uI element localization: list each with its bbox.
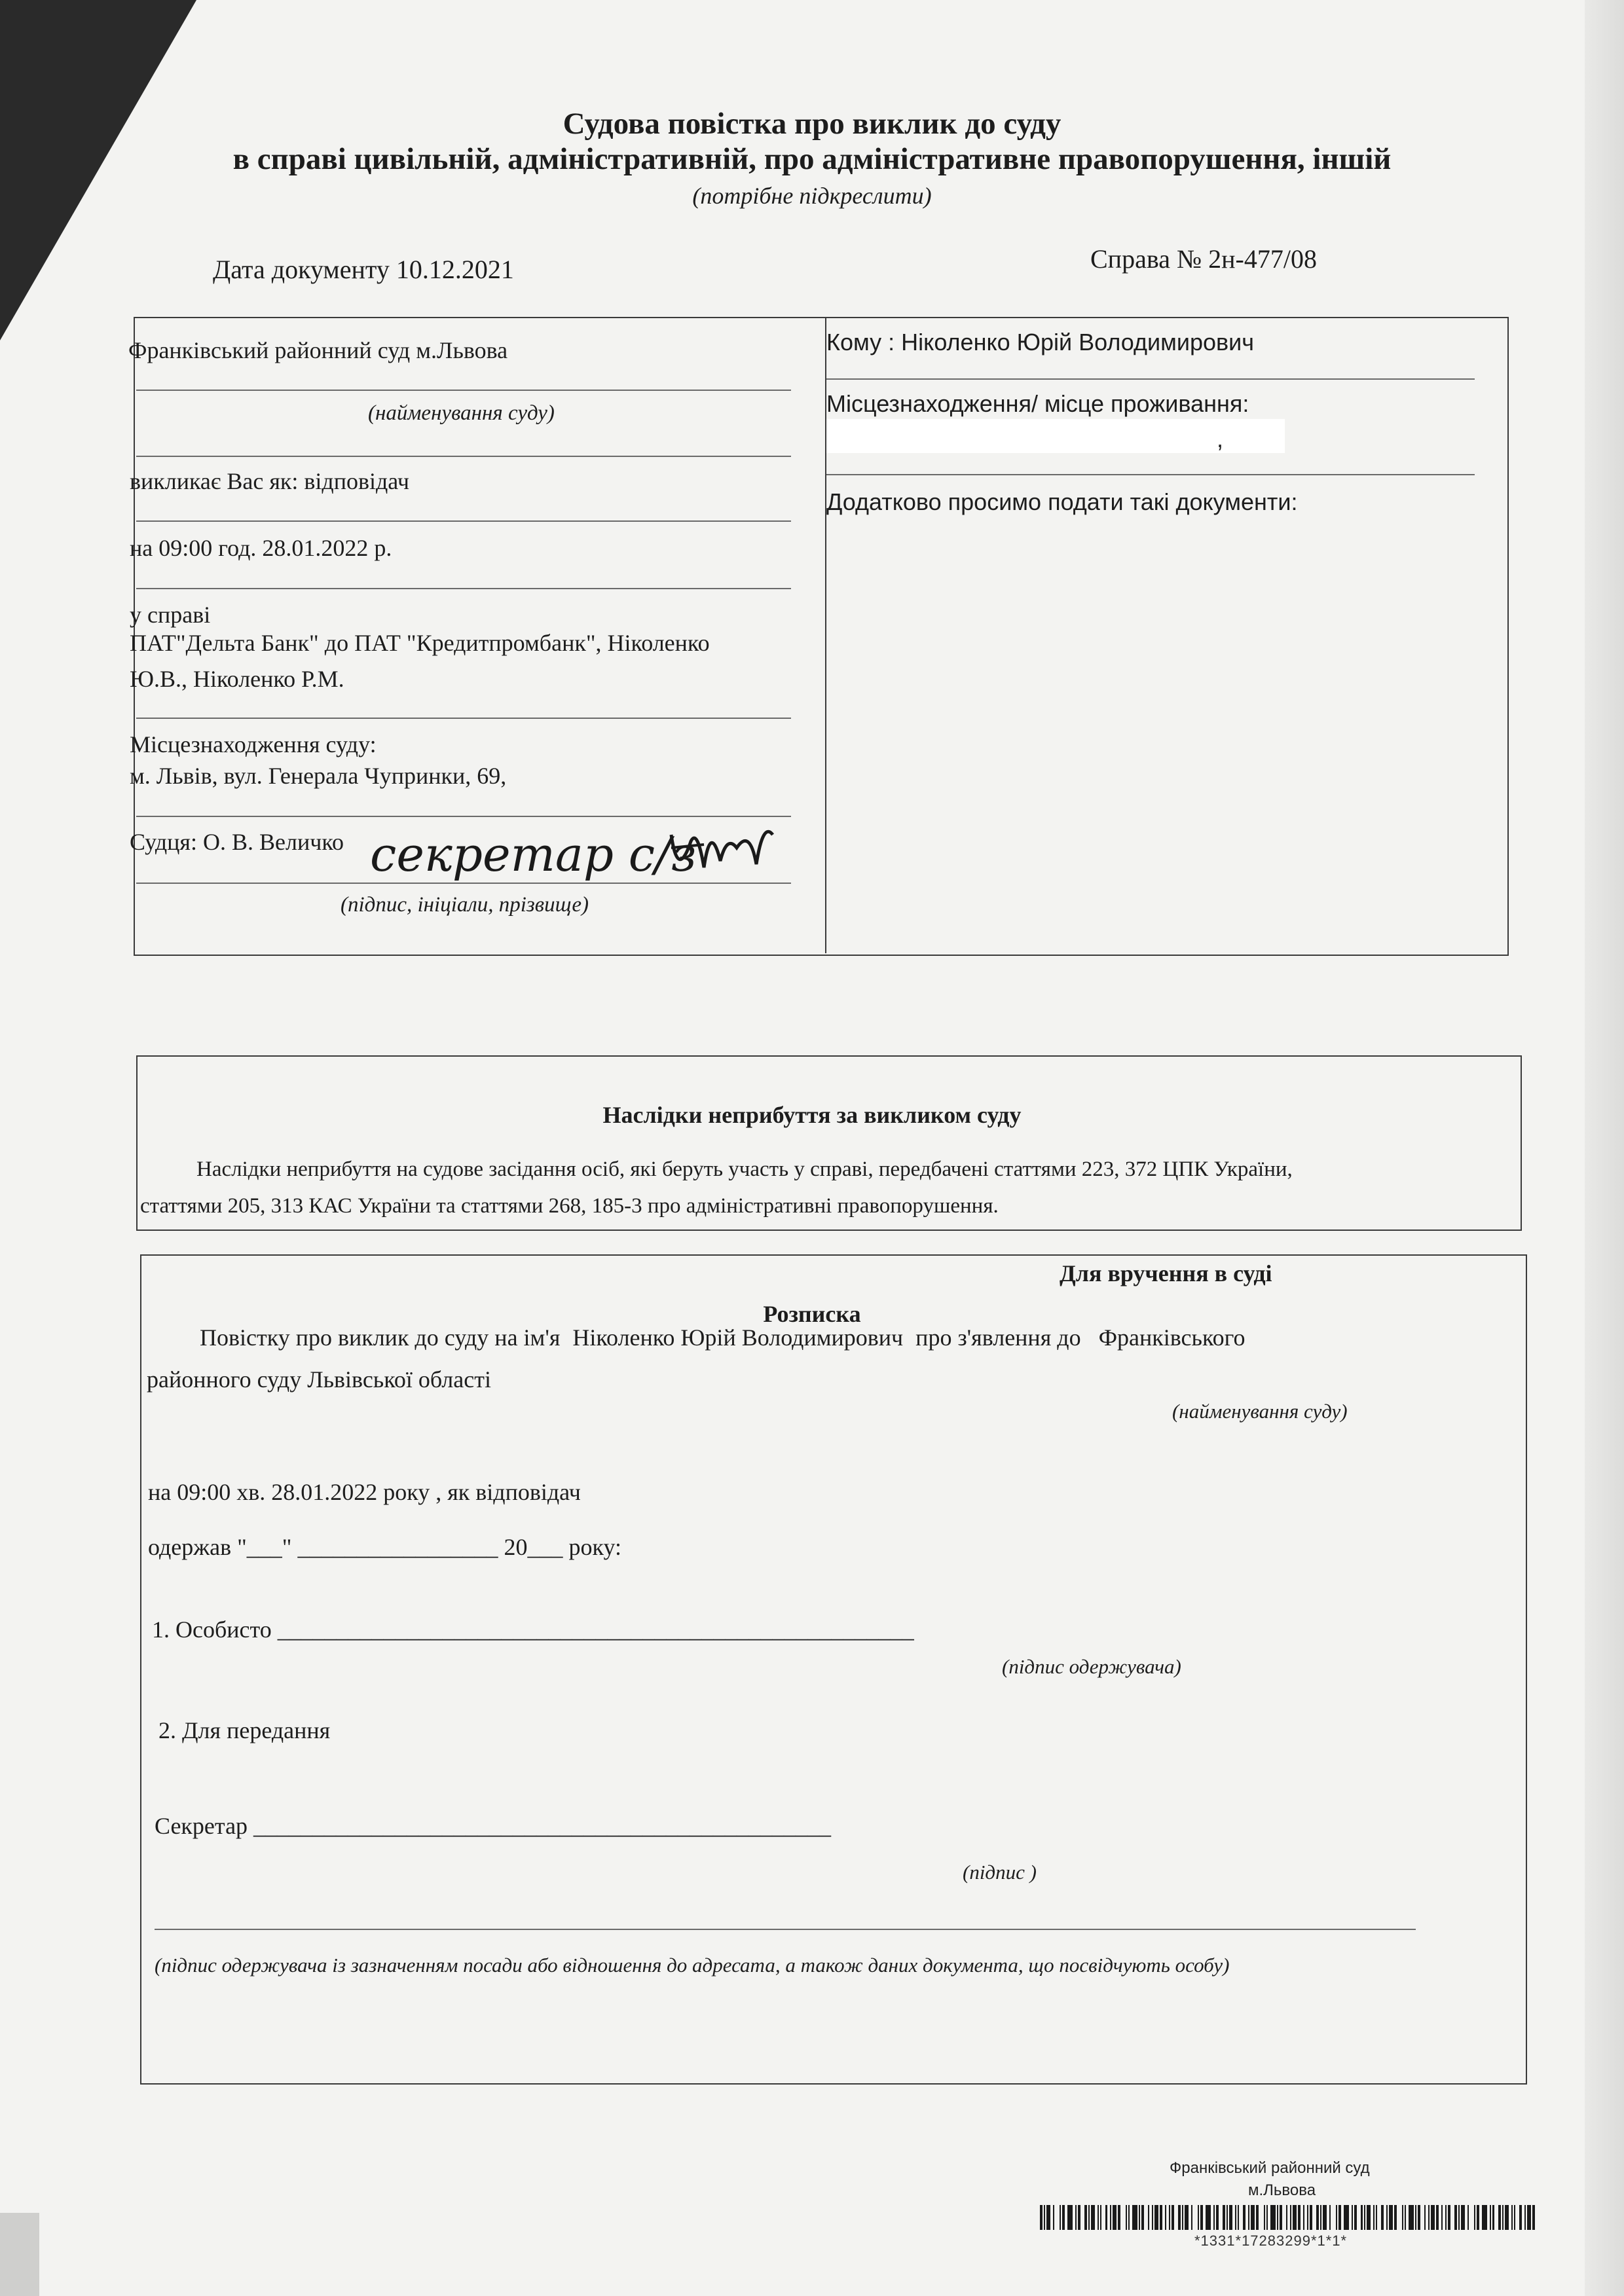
court-address: м. Львів, вул. Генерала Чупринки, 69, (130, 763, 507, 789)
barcode-bar (1238, 2205, 1239, 2230)
case-number (1090, 244, 1317, 274)
footer-court-line1: Франківський районний суд (1170, 2159, 1370, 2177)
barcode-bar (1200, 2205, 1203, 2230)
rule (155, 1929, 1416, 1930)
receipt-title: Розписка (763, 1301, 861, 1327)
barcode-bar (1286, 2205, 1287, 2230)
barcode-bar (1044, 2205, 1045, 2230)
barcode-bar (1402, 2205, 1403, 2230)
receipt-received-line: одержав "___" _________________ 20___ року: (148, 1534, 622, 1560)
barcode-bar (1436, 2205, 1439, 2230)
barcode-bar (1154, 2205, 1158, 2230)
barcode-bar (1062, 2205, 1065, 2230)
barcode-bar (1264, 2205, 1265, 2230)
barcode-bar (1229, 2205, 1233, 2230)
in-case-label: у справі (130, 602, 211, 628)
barcode-bar (1113, 2205, 1116, 2230)
doc-date-value: 10.12.2021 (396, 255, 514, 284)
court-name: Франківський районний суд м.Львова (128, 337, 508, 363)
receipt-secretary-hint: (підпис ) (963, 1861, 1037, 1884)
receipt-time-line: на 09:00 хв. 28.01.2022 року , як відповідач (148, 1479, 581, 1505)
barcode-bar (1126, 2205, 1127, 2230)
receipt-line1-court: Франківського (1098, 1324, 1246, 1351)
rule (826, 378, 1475, 380)
barcode-bar (1248, 2205, 1249, 2230)
barcode-bar (1502, 2205, 1504, 2230)
barcode-bar (1336, 2205, 1337, 2230)
barcode-bar (1524, 2205, 1526, 2230)
barcode-bar (1307, 2205, 1308, 2230)
document-title: Судова повістка про виклик до суду (563, 107, 1061, 141)
barcode-bar (1293, 2205, 1297, 2230)
barcode-bar (1389, 2205, 1393, 2230)
scan-shadow-bottom (0, 2213, 39, 2296)
barcode-bar (1352, 2205, 1353, 2230)
redacted-address (826, 419, 1285, 453)
for-court-label: Для вручення в суді (1060, 1260, 1272, 1286)
barcode-bar (1445, 2205, 1447, 2230)
paper-edge (1585, 0, 1624, 2296)
consequences-text-line2: статтями 205, 313 КАС України та статтями 268, 185-3 про адміністративні правопорушення. (140, 1194, 999, 1218)
barcode-bar (1477, 2205, 1479, 2230)
barcode-bar (1088, 2205, 1090, 2230)
case-description-line2: Ю.В., Ніколенко Р.М. (130, 666, 344, 692)
barcode-bar (1511, 2205, 1513, 2230)
hearing-time-suffix: р. (374, 535, 392, 561)
barcode-bar (1505, 2205, 1509, 2230)
barcode-bar (1132, 2205, 1137, 2230)
barcode-bar (1280, 2205, 1282, 2230)
receipt-recipient-hint: (підпис одержувача із зазначенням посади або відношення до адресата, а також даних документа, що посвідчують особу) (155, 1954, 1230, 1977)
rule (136, 718, 791, 719)
receipt-transfer-label: 2. Для передання (158, 1717, 331, 1743)
barcode-bar (1461, 2205, 1465, 2230)
barcode-bar (1381, 2205, 1384, 2230)
barcode-bar (1441, 2205, 1443, 2230)
barcode-bar (1091, 2205, 1095, 2230)
summons-as-value: відповідач (304, 468, 409, 494)
residence-label: Місцезнаходження/ місце проживання: (826, 390, 1249, 417)
court-name-hint: (найменування суду) (368, 401, 555, 425)
barcode-bar (1213, 2205, 1215, 2230)
barcode-bar (1256, 2205, 1259, 2230)
barcode-bar (1178, 2205, 1181, 2230)
barcode-bar (1169, 2205, 1170, 2230)
barcode-bar (1498, 2205, 1501, 2230)
barcode-bar (1139, 2205, 1140, 2230)
barcode-bar (1075, 2205, 1077, 2230)
case-description-line1: ПАТ"Дельта Банк" до ПАТ "Кредитпромбанк", Ніколенко (130, 630, 710, 656)
barcode-bar (1532, 2205, 1535, 2230)
case-number-label: Справа № (1090, 244, 1202, 274)
barcode-bar (1405, 2205, 1406, 2230)
recipient-name: Ніколенко Юрій Володимирович (901, 329, 1255, 355)
barcode-bar (1185, 2205, 1189, 2230)
barcode-bar (1290, 2205, 1291, 2230)
receipt-personal-line: 1. Особисто ______________________________________________________ (152, 1616, 914, 1643)
barcode-bar (1514, 2205, 1515, 2230)
doc-date (213, 254, 514, 285)
barcode-bar (1344, 2205, 1349, 2230)
barcode-bar (1160, 2205, 1162, 2230)
doc-date-label: Дата документу (213, 255, 390, 284)
barcode-bar (1270, 2205, 1276, 2230)
barcode-bar (1490, 2205, 1491, 2230)
barcode-bar (1266, 2205, 1268, 2230)
barcode-bar (1338, 2205, 1341, 2230)
barcode-bar (1110, 2205, 1111, 2230)
barcode-bar (1182, 2205, 1183, 2230)
barcode-bar (1235, 2205, 1236, 2230)
barcode-bar (1251, 2205, 1255, 2230)
barcode-bar (1448, 2205, 1450, 2230)
barcode-bar (1361, 2205, 1363, 2230)
title-hint: (потрібне підкреслити) (692, 183, 932, 209)
rule (136, 588, 791, 589)
barcode-bar (1431, 2205, 1435, 2230)
barcode-bar (1165, 2205, 1166, 2230)
barcode-bar (1105, 2205, 1108, 2230)
barcode-bar (1067, 2205, 1073, 2230)
signature-hint: (підпис, ініціали, прізвище) (341, 893, 589, 917)
barcode-bar (1191, 2205, 1192, 2230)
judge-line: Судця: О. В. Величко (130, 829, 344, 855)
hearing-time (130, 534, 392, 562)
rule (136, 883, 791, 884)
extra-docs-label: Додатково просимо подати такі документи: (826, 488, 1298, 515)
court-location-label: Місцезнаходження суду: (130, 731, 377, 757)
barcode-bar (1141, 2205, 1144, 2230)
barcode-bar (1354, 2205, 1357, 2230)
barcode-bar (1118, 2205, 1120, 2230)
barcode-bar (1198, 2205, 1199, 2230)
barcode-bar (1084, 2205, 1087, 2230)
barcode-bar (1040, 2205, 1043, 2230)
barcode-bar (1152, 2205, 1153, 2230)
receipt-line1 (200, 1324, 1245, 1351)
barcode-bar (1223, 2205, 1225, 2230)
handwritten-signature-icon (363, 809, 783, 900)
signature-text: секретар с/з (370, 827, 697, 882)
receipt-line1-mid: про з'явлення до (915, 1324, 1081, 1351)
barcode-bar (1409, 2205, 1414, 2230)
hearing-time-value: на 09:00 год. 28.01.2022 (130, 535, 369, 561)
barcode-bar (1303, 2205, 1304, 2230)
document-subtitle: в справі цивільній, адміністративній, про адміністративне правопорушення, іншій (232, 142, 1392, 176)
barcode-bar (1454, 2205, 1457, 2230)
summons-as-label: викликає Вас як: (130, 468, 299, 494)
barcode-bar (1492, 2205, 1495, 2230)
barcode-bar (1376, 2205, 1377, 2230)
barcode-bar (1386, 2205, 1388, 2230)
barcode-bar (1467, 2205, 1469, 2230)
barcode-bar (1428, 2205, 1430, 2230)
rule (136, 456, 791, 457)
barcode-bar (1277, 2205, 1278, 2230)
barcode-bar (1227, 2205, 1228, 2230)
barcode-bar (1415, 2205, 1416, 2230)
receipt-line1-name: Ніколенко Юрій Володимирович (572, 1324, 904, 1351)
barcode-bar (1424, 2205, 1426, 2230)
barcode-bar (1323, 2205, 1327, 2230)
barcode-bar (1418, 2205, 1420, 2230)
recipient (826, 329, 1254, 356)
consequences-title: Наслідки неприбуття за викликом суду (602, 1102, 1022, 1128)
barcode-bar (1206, 2205, 1211, 2230)
barcode-bar (1053, 2205, 1054, 2230)
barcode-bar (1373, 2205, 1375, 2230)
consequences-text-line1: Наслідки неприбуття на судове засідання осіб, які беруть участь у справі, передбачені статтями 223, 372 ЦПК України, (196, 1157, 1293, 1181)
recipient-label: Кому : (826, 329, 895, 355)
barcode-bar (1320, 2205, 1321, 2230)
receipt-secretary-line: Секретар _________________________________________________ (155, 1813, 832, 1839)
barcode-bar (1474, 2205, 1475, 2230)
barcode-bar (1316, 2205, 1319, 2230)
rule (826, 474, 1475, 475)
barcode-bar (1078, 2205, 1080, 2230)
barcode-bar (1060, 2205, 1061, 2230)
barcode-bar (1527, 2205, 1531, 2230)
receipt-court-hint: (найменування суду) (1172, 1400, 1348, 1423)
barcode-bar (1364, 2205, 1365, 2230)
barcode-bar (1098, 2205, 1099, 2230)
receipt-line1-prefix: Повістку про виклик до суду на ім'я (200, 1324, 561, 1351)
barcode-icon (1040, 2205, 1540, 2230)
barcode-bar (1100, 2205, 1101, 2230)
barcode-bar (1298, 2205, 1301, 2230)
barcode-bar (1243, 2205, 1246, 2230)
barcode-bar (1128, 2205, 1130, 2230)
rule (136, 520, 791, 522)
barcode-bar (1310, 2205, 1312, 2230)
barcode-text: *1331*17283299*1*1* (1194, 2232, 1348, 2249)
barcode-bar (1394, 2205, 1397, 2230)
barcode-bar (1046, 2205, 1050, 2230)
barcode-bar (1148, 2205, 1149, 2230)
barcode-bar (1458, 2205, 1460, 2230)
barcode-bar (1216, 2205, 1219, 2230)
barcode-bar (1329, 2205, 1331, 2230)
case-number-value: 2н-477/08 (1208, 244, 1317, 274)
barcode-bar (1519, 2205, 1522, 2230)
residence-visible: , (1217, 426, 1224, 452)
summons-as (130, 467, 409, 495)
receipt-line2: районного суду Львівської області (147, 1366, 491, 1393)
barcode-bar (1367, 2205, 1371, 2230)
barcode-bar (1482, 2205, 1487, 2230)
barcode-bar (1172, 2205, 1174, 2230)
rule (136, 390, 791, 391)
footer-court-line2: м.Львова (1248, 2181, 1316, 2199)
receipt-personal-hint: (підпис одержувача) (1002, 1655, 1181, 1678)
